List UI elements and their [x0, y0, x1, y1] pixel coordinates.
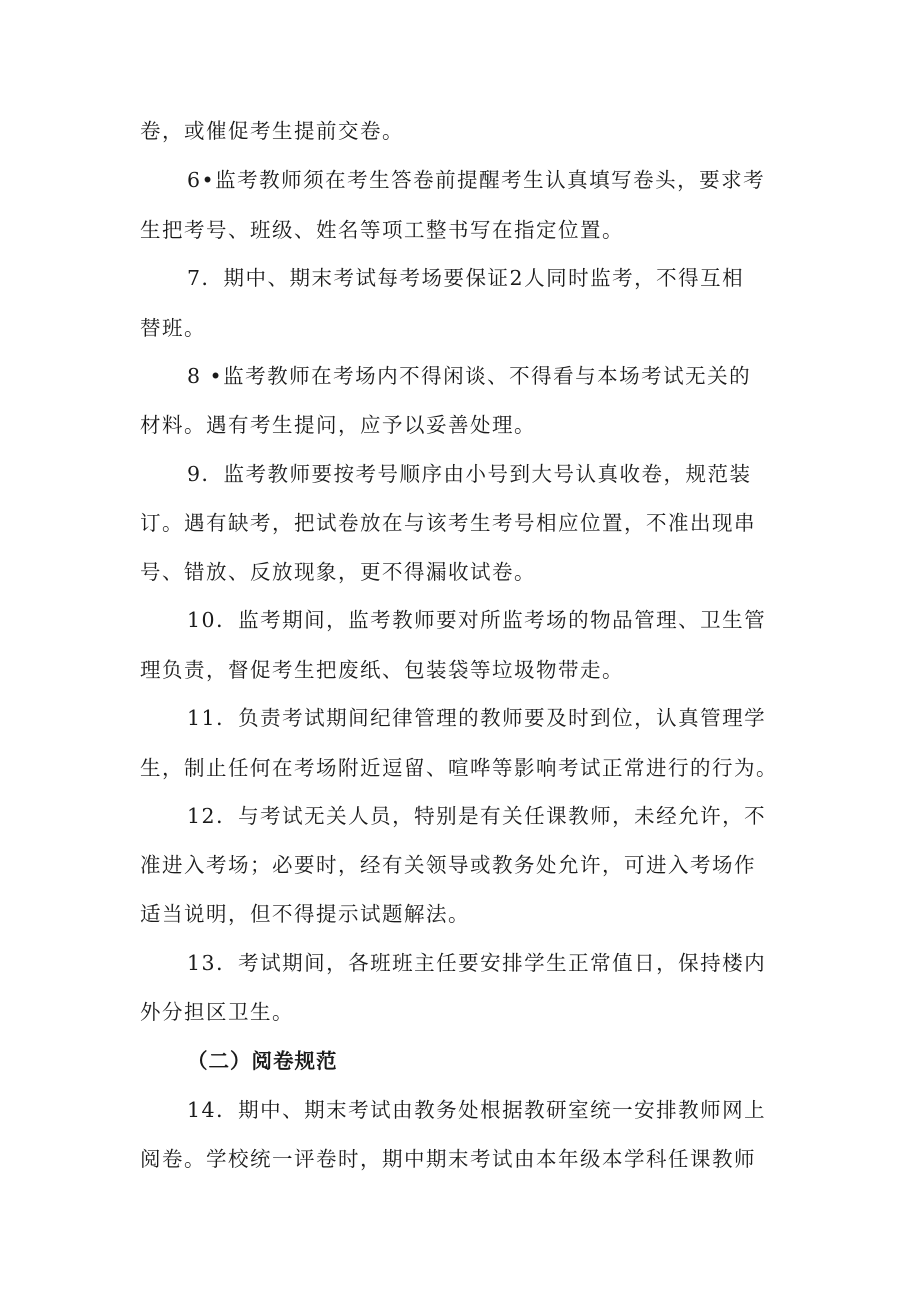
text-line-2: 6•监考教师须在考生答卷前提醒考生认真填写卷头，要求考: [187, 168, 766, 192]
text-line-5: 替班。: [140, 316, 206, 340]
text-line-11: 10．监考期间，监考教师要对所监考场的物品管理、卫生管: [187, 608, 767, 632]
section-heading: （二）阅卷规范: [187, 1049, 338, 1073]
text-line-1: 卷，或催促考生提前交卷。: [140, 119, 404, 143]
text-line-19: 外分担区卫生。: [140, 1000, 294, 1024]
text-line-22: 阅卷。学校统一评卷时，期中期末考试由本年级本学科任课教师: [140, 1147, 756, 1171]
text-line-16: 准进入考场；必要时，经有关领导或教务处允许，可进入考场作: [140, 853, 756, 877]
text-line-6: 8 •监考教师在考场内不得闲谈、不得看与本场考试无关的: [187, 364, 752, 388]
text-line-18: 13．考试期间，各班班主任要安排学生正常值日，保持楼内: [187, 951, 767, 975]
text-line-21: 14．期中、期末考试由教务处根据教研室统一安排教师网上: [187, 1098, 767, 1122]
text-line-8: 9．监考教师要按考号顺序由小号到大号认真收卷，规范装: [187, 462, 752, 486]
text-line-15: 12．与考试无关人员，特别是有关任课教师，未经允许，不: [187, 804, 767, 828]
text-line-7: 材料。遇有考生提问，应予以妥善处理。: [140, 413, 536, 437]
text-line-3: 生把考号、班级、姓名等项工整书写在指定位置。: [140, 218, 624, 242]
text-line-12: 理负责，督促考生把废纸、包装袋等垃圾物带走。: [140, 658, 624, 682]
text-line-10: 号、错放、反放现象，更不得漏收试卷。: [140, 560, 536, 584]
text-line-4: 7．期中、期末考试每考场要保证2人同时监考，不得互相: [187, 266, 745, 290]
text-line-17: 适当说明，但不得提示试题解法。: [140, 902, 470, 926]
text-line-9: 订。遇有缺考，把试卷放在与该考生考号相应位置，不准出现串: [140, 511, 756, 535]
text-line-13: 11．负责考试期间纪律管理的教师要及时到位，认真管理学: [187, 706, 767, 730]
text-line-14: 生，制止任何在考场附近逗留、喧哗等影响考试正常进行的行为。: [140, 756, 778, 780]
